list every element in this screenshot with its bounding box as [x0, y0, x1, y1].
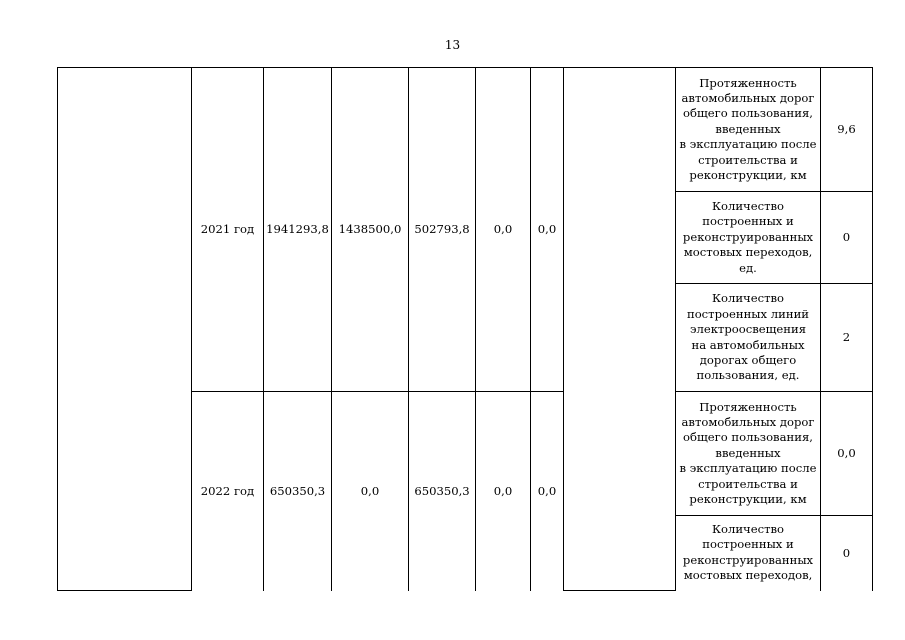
indicator-text-line: мостовых переходов,	[683, 245, 813, 260]
indicator-text-line: пользования, ед.	[696, 368, 800, 383]
total-cell: 650350,3	[264, 392, 332, 591]
indicator-text-line: мостовых переходов,	[683, 568, 813, 583]
indicator-text-line: Количество	[712, 291, 784, 306]
indicator-text-line: введенных	[715, 121, 781, 136]
indicator-name	[676, 192, 821, 284]
indicator-text-line: строительства и	[698, 152, 798, 167]
total-cell: 1941293,8	[264, 68, 332, 392]
indicator-text-line: на автомобильных	[691, 337, 805, 352]
indicator-text-line: общего пользования,	[683, 430, 813, 445]
indicator-value: 0	[821, 192, 873, 284]
page-number: 13	[444, 38, 461, 52]
amount-cell: 0,0	[531, 392, 564, 591]
indicator-text-line: автомобильных дорог	[681, 90, 815, 105]
indicator-text-line: построенных линий	[686, 306, 810, 321]
indicator-name	[676, 68, 821, 192]
indicator-value: 0	[821, 516, 873, 591]
indicator-text-line: в эксплуатацию после	[679, 137, 817, 152]
indicator-text-line: построенных и	[702, 537, 794, 552]
year-cell: 2021 год	[192, 68, 264, 392]
indicator-text-line: строительства и	[698, 476, 798, 491]
indicator-value: 9,6	[821, 68, 873, 192]
indicator-text-line: электроосвещения	[689, 322, 807, 337]
indicator-text-line: Протяженность	[699, 399, 797, 414]
amount-cell: 1438500,0	[332, 68, 409, 392]
indicator-name	[676, 516, 821, 591]
amount-cell: 0,0	[531, 68, 564, 392]
amount-cell: 502793,8	[409, 68, 476, 392]
indicator-value: 0,0	[821, 392, 873, 516]
indicator-text-line: в эксплуатацию после	[679, 461, 817, 476]
indicator-value: 2	[821, 284, 873, 392]
indicator-text-line: реконструкции, км	[689, 492, 807, 507]
amount-cell: 0,0	[476, 392, 531, 591]
indicator-text-line: ед.	[739, 260, 757, 275]
empty-cell	[58, 68, 192, 591]
amount-cell: 650350,3	[409, 392, 476, 591]
amount-cell: 0,0	[476, 68, 531, 392]
table-row	[58, 68, 873, 192]
empty-cell	[564, 68, 676, 591]
indicator-text-line: реконструкции, км	[689, 168, 807, 183]
indicator-text-line: введенных	[715, 445, 781, 460]
amount-cell: 0,0	[332, 392, 409, 591]
year-cell: 2022 год	[192, 392, 264, 591]
indicator-text-line: общего пользования,	[683, 106, 813, 121]
indicator-text-line: реконструированных	[682, 552, 814, 567]
indicator-text-line: Количество	[712, 198, 784, 213]
indicator-text-line: реконструированных	[682, 229, 814, 244]
budget-table	[57, 67, 873, 591]
indicator-name	[676, 284, 821, 392]
indicator-text-line: Протяженность	[699, 75, 797, 90]
indicator-text-line: дорогах общего	[699, 352, 797, 367]
indicator-name	[676, 392, 821, 516]
indicator-text-line: Количество	[712, 522, 784, 536]
indicator-text-line: построенных и	[702, 214, 794, 229]
indicator-text-line: автомобильных дорог	[681, 414, 815, 429]
